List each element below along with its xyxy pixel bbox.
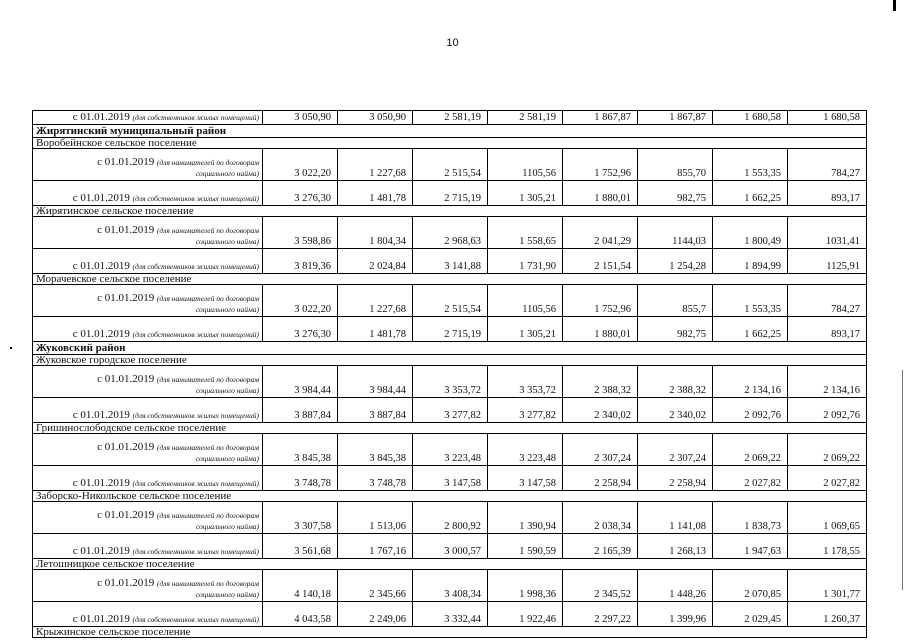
value-cell: 3 748,78 (338, 466, 413, 491)
value-cell: 1 662,25 (713, 317, 788, 342)
table-row (33, 111, 867, 125)
value-cell: 3 022,20 (263, 285, 338, 317)
row-date: с 01.01.2019 (97, 156, 155, 168)
row-label (33, 285, 263, 317)
value-cell: 3 845,38 (263, 434, 338, 466)
settlement-name: Гришинослободское сельское поселение (33, 423, 867, 434)
value-cell: 855,70 (638, 149, 713, 181)
value-cell: 3 050,90 (263, 111, 338, 125)
value-cell: 1 731,90 (488, 249, 563, 274)
row-note: (для собственников жилых помещений) (132, 330, 259, 339)
value-cell: 2 249,06 (338, 602, 413, 627)
value-cell: 1 305,21 (488, 317, 563, 342)
value-cell: 3 353,72 (488, 366, 563, 398)
value-cell: 2 581,19 (488, 111, 563, 125)
settlement-name: Морачевское сельское поселение (33, 274, 867, 285)
settlement-row (33, 627, 867, 638)
value-cell: 2 515,54 (413, 149, 488, 181)
row-date: с 01.01.2019 (72, 545, 130, 557)
value-cell: 1 662,25 (713, 181, 788, 206)
value-cell: 2 029,45 (713, 602, 788, 627)
value-cell: 3 887,84 (263, 398, 338, 423)
value-cell: 2 258,94 (563, 466, 638, 491)
row-date: с 01.01.2019 (97, 441, 155, 453)
value-cell: 1 804,34 (338, 217, 413, 249)
row-label (33, 602, 263, 627)
value-cell: 2 070,85 (713, 570, 788, 602)
value-cell: 1 800,49 (713, 217, 788, 249)
settlement-name: Воробейнское сельское поселение (33, 138, 867, 149)
value-cell: 3 561,68 (263, 534, 338, 559)
table-row (33, 317, 867, 342)
row-note: (для собственников жилых помещений) (132, 615, 259, 624)
row-note: (для собственников жилых помещений) (132, 262, 259, 271)
value-cell: 3 845,38 (338, 434, 413, 466)
table-row (33, 217, 867, 249)
row-note: (для нанимателей по договорам (156, 443, 259, 452)
value-cell: 1 947,63 (713, 534, 788, 559)
row-note: (для нанимателей по договорам (156, 226, 259, 235)
row-date: с 01.01.2019 (97, 509, 155, 521)
value-cell: 3 141,88 (413, 249, 488, 274)
value-cell: 2 165,39 (563, 534, 638, 559)
value-cell: 2 388,32 (638, 366, 713, 398)
page-number: 10 (446, 37, 459, 49)
value-cell: 1144,03 (638, 217, 713, 249)
row-label (33, 317, 263, 342)
row-note: (для собственников жилых помещений) (132, 411, 259, 420)
row-label (33, 502, 263, 534)
value-cell: 2 388,32 (563, 366, 638, 398)
row-label (33, 466, 263, 491)
value-cell: 1 227,68 (338, 285, 413, 317)
value-cell: 1 553,35 (713, 149, 788, 181)
district-heading: Жирятинский муниципальный район (33, 125, 867, 138)
value-cell: 1 590,59 (488, 534, 563, 559)
row-label (33, 217, 263, 249)
row-note: (для нанимателей по договорам (156, 158, 259, 167)
row-label (33, 249, 263, 274)
row-note: (для собственников жилых помещений) (132, 194, 259, 203)
value-cell: 3 223,48 (488, 434, 563, 466)
value-cell: 1 880,01 (563, 317, 638, 342)
row-date: с 01.01.2019 (97, 373, 155, 385)
value-cell: 3 277,82 (488, 398, 563, 423)
row-date: с 01.01.2019 (72, 260, 130, 272)
row-date: с 01.01.2019 (97, 224, 155, 236)
value-cell: 3 276,30 (263, 317, 338, 342)
scan-edge-mark (893, 0, 896, 11)
table-row (33, 366, 867, 398)
row-date: с 01.01.2019 (72, 613, 130, 625)
row-label (33, 111, 263, 125)
tariff-table (32, 110, 867, 638)
value-cell: 4 140,18 (263, 570, 338, 602)
settlement-name: Заборско-Никольское сельское поселение (33, 491, 867, 502)
value-cell: 3 307,58 (263, 502, 338, 534)
value-cell: 1105,56 (488, 285, 563, 317)
value-cell: 3 984,44 (263, 366, 338, 398)
value-cell: 3 000,57 (413, 534, 488, 559)
row-date: с 01.01.2019 (97, 577, 155, 589)
row-date: с 01.01.2019 (72, 111, 130, 123)
value-cell: 1 553,35 (713, 285, 788, 317)
value-cell: 1 178,55 (788, 534, 867, 559)
row-note: (для нанимателей по договорам (156, 294, 259, 303)
value-cell: 1 254,28 (638, 249, 713, 274)
row-note-continued: социального найма) (195, 386, 259, 395)
district-heading-row (33, 342, 867, 355)
table-row (33, 534, 867, 559)
value-cell: 1 558,65 (488, 217, 563, 249)
value-cell: 1031,41 (788, 217, 867, 249)
table-row (33, 181, 867, 206)
value-cell: 2 024,84 (338, 249, 413, 274)
value-cell: 2 151,54 (563, 249, 638, 274)
value-cell: 3 223,48 (413, 434, 488, 466)
value-cell: 2 069,22 (788, 434, 867, 466)
value-cell: 2 340,02 (563, 398, 638, 423)
table-row (33, 398, 867, 423)
value-cell: 2 515,54 (413, 285, 488, 317)
value-cell: 3 408,34 (413, 570, 488, 602)
row-label (33, 181, 263, 206)
value-cell: 3 353,72 (413, 366, 488, 398)
row-date: с 01.01.2019 (72, 477, 130, 489)
table-row (33, 149, 867, 181)
value-cell: 893,17 (788, 317, 867, 342)
value-cell: 1 305,21 (488, 181, 563, 206)
value-cell: 2 715,19 (413, 317, 488, 342)
value-cell: 1 141,08 (638, 502, 713, 534)
value-cell: 1125,91 (788, 249, 867, 274)
row-note: (для нанимателей по договорам (156, 511, 259, 520)
row-note-continued: социального найма) (195, 169, 259, 178)
value-cell: 3 984,44 (338, 366, 413, 398)
value-cell: 2 345,52 (563, 570, 638, 602)
scan-dot (10, 347, 12, 349)
row-note-continued: социального найма) (195, 522, 259, 531)
value-cell: 2 345,66 (338, 570, 413, 602)
value-cell: 3 748,78 (263, 466, 338, 491)
value-cell: 3 050,90 (338, 111, 413, 125)
value-cell: 1 680,58 (788, 111, 867, 125)
value-cell: 1 481,78 (338, 181, 413, 206)
value-cell: 3 147,58 (488, 466, 563, 491)
table-row (33, 570, 867, 602)
value-cell: 2 041,29 (563, 217, 638, 249)
table-row (33, 285, 867, 317)
value-cell: 2 027,82 (713, 466, 788, 491)
scan-edge-line (902, 370, 903, 590)
row-date: с 01.01.2019 (72, 409, 130, 421)
settlement-row (33, 423, 867, 434)
value-cell: 2 307,24 (563, 434, 638, 466)
value-cell: 1 880,01 (563, 181, 638, 206)
table-row (33, 466, 867, 491)
row-note: (для собственников жилых помещений) (132, 113, 259, 122)
value-cell: 1 867,87 (563, 111, 638, 125)
value-cell: 1 399,96 (638, 602, 713, 627)
value-cell: 3 276,30 (263, 181, 338, 206)
value-cell: 1 227,68 (338, 149, 413, 181)
row-label (33, 366, 263, 398)
value-cell: 1 998,36 (488, 570, 563, 602)
value-cell: 2 092,76 (713, 398, 788, 423)
value-cell: 3 147,58 (413, 466, 488, 491)
value-cell: 2 134,16 (788, 366, 867, 398)
row-date: с 01.01.2019 (72, 328, 130, 340)
settlement-row (33, 355, 867, 366)
value-cell: 4 043,58 (263, 602, 338, 627)
settlement-row (33, 206, 867, 217)
row-note: (для нанимателей по договорам (156, 375, 259, 384)
value-cell: 784,27 (788, 285, 867, 317)
value-cell: 3 598,86 (263, 217, 338, 249)
row-date: с 01.01.2019 (97, 292, 155, 304)
value-cell: 1 481,78 (338, 317, 413, 342)
value-cell: 1 867,87 (638, 111, 713, 125)
value-cell: 982,75 (638, 317, 713, 342)
row-note-continued: социального найма) (195, 590, 259, 599)
settlement-row (33, 491, 867, 502)
district-heading: Жуковский район (33, 342, 867, 355)
settlement-row (33, 274, 867, 285)
row-note-continued: социального найма) (195, 454, 259, 463)
value-cell: 1 301,77 (788, 570, 867, 602)
row-note-continued: социального найма) (195, 305, 259, 314)
row-note: (для нанимателей по договорам (156, 579, 259, 588)
value-cell: 1105,56 (488, 149, 563, 181)
settlement-row (33, 138, 867, 149)
row-note: (для собственников жилых помещений) (132, 479, 259, 488)
value-cell: 1 448,26 (638, 570, 713, 602)
value-cell: 3 332,44 (413, 602, 488, 627)
value-cell: 1 390,94 (488, 502, 563, 534)
value-cell: 1 260,37 (788, 602, 867, 627)
value-cell: 2 069,22 (713, 434, 788, 466)
value-cell: 2 092,76 (788, 398, 867, 423)
table-row (33, 502, 867, 534)
row-note: (для собственников жилых помещений) (132, 547, 259, 556)
value-cell: 855,7 (638, 285, 713, 317)
value-cell: 1 894,99 (713, 249, 788, 274)
table-row (33, 434, 867, 466)
value-cell: 1 680,58 (713, 111, 788, 125)
value-cell: 982,75 (638, 181, 713, 206)
value-cell: 1 069,65 (788, 502, 867, 534)
value-cell: 1 752,96 (563, 285, 638, 317)
value-cell: 1 268,13 (638, 534, 713, 559)
value-cell: 784,27 (788, 149, 867, 181)
value-cell: 2 027,82 (788, 466, 867, 491)
value-cell: 2 968,63 (413, 217, 488, 249)
value-cell: 1 922,46 (488, 602, 563, 627)
row-label (33, 398, 263, 423)
settlement-name: Жирятинское сельское поселение (33, 206, 867, 217)
value-cell: 2 581,19 (413, 111, 488, 125)
value-cell: 2 297,22 (563, 602, 638, 627)
value-cell: 1 752,96 (563, 149, 638, 181)
value-cell: 2 038,34 (563, 502, 638, 534)
value-cell: 2 307,24 (638, 434, 713, 466)
row-label (33, 534, 263, 559)
row-label (33, 434, 263, 466)
table-row (33, 602, 867, 627)
value-cell: 1 513,06 (338, 502, 413, 534)
value-cell: 3 277,82 (413, 398, 488, 423)
value-cell: 2 258,94 (638, 466, 713, 491)
table-row (33, 249, 867, 274)
value-cell: 3 819,36 (263, 249, 338, 274)
value-cell: 3 022,20 (263, 149, 338, 181)
value-cell: 2 800,92 (413, 502, 488, 534)
value-cell: 2 715,19 (413, 181, 488, 206)
settlement-name: Летошницкое сельское поселение (33, 559, 867, 570)
value-cell: 3 887,84 (338, 398, 413, 423)
settlement-name: Крыжинское сельское поселение (33, 627, 867, 638)
row-label (33, 570, 263, 602)
row-date: с 01.01.2019 (72, 192, 130, 204)
row-note-continued: социального найма) (195, 237, 259, 246)
district-heading-row (33, 125, 867, 138)
value-cell: 1 838,73 (713, 502, 788, 534)
value-cell: 893,17 (788, 181, 867, 206)
settlement-name: Жуковское городское поселение (33, 355, 867, 366)
value-cell: 2 134,16 (713, 366, 788, 398)
row-label (33, 149, 263, 181)
value-cell: 1 767,16 (338, 534, 413, 559)
settlement-row (33, 559, 867, 570)
value-cell: 2 340,02 (638, 398, 713, 423)
